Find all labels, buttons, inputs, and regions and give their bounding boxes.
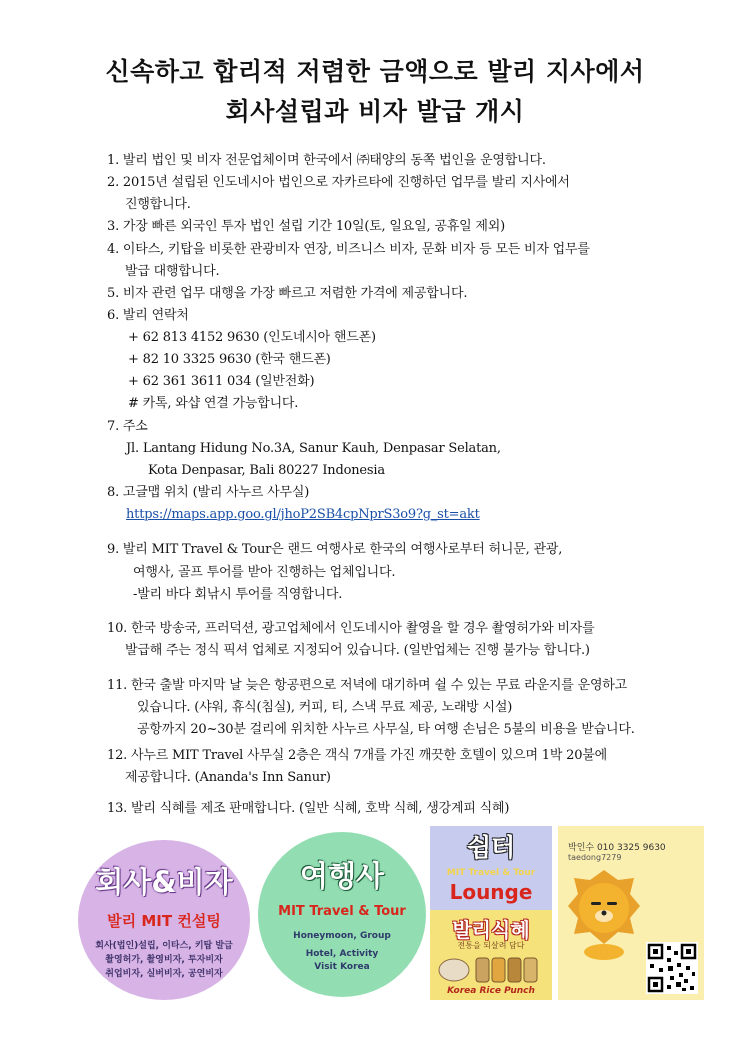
messenger-note: # 카톡, 와샵 연결 가능합니다. [128,396,299,411]
lounge-sikhye-panel [430,826,552,1000]
list-item-cont: 있습니다. (샤워, 휴식(침실), 커피, 티, 스낵 무료 제공, 노래방 시설) [137,700,513,715]
contact-phone: 박인수 010 3325 9630 [568,843,666,853]
list-item-cont: 공항까지 20~30분 걸리에 위치한 사누르 사무실, 타 여행 손님은 5불의 비용을 받습니다. [137,722,635,737]
lounge-heading: 쉼터 [466,833,516,862]
list-item: 9. 발리 MIT Travel & Tour은 랜드 여행사로 한국의 여행사로부터 허니문, 관광, [107,542,563,557]
contact-panel [558,826,704,1000]
list-item: 2. 2015년 설립된 인도네시아 법인으로 자카르타에 진행하던 업무를 발리 지사에서 [107,175,570,190]
badge-heading: 회사&비자 [95,865,233,899]
badge-line: Hotel, Activity [305,949,379,959]
badge-line: Honeymoon, Group [293,931,391,941]
lion-character-icon [564,866,644,960]
lounge-subtitle: MIT Travel & Tour [446,868,536,878]
badge-subtitle: MIT Travel & Tour [278,904,406,919]
phone-korea: + 82 10 3325 9630 (한국 핸드폰) [128,352,331,367]
list-item: 13. 발리 식혜를 제조 판매합니다. (일반 식혜, 호박 식혜, 생강계피 식혜) [107,801,510,816]
list-item: 5. 비자 관련 업무 대행을 가장 빠르고 저렴한 가격에 제공합니다. [107,286,468,301]
phone-indonesia: + 62 813 4152 9630 (인도네시아 핸드폰) [128,330,376,345]
list-item-cont: -발리 바다 회낚시 투어를 직영합니다. [133,587,343,602]
badge-line: 취업비자, 실버비자, 공연비자 [105,969,223,979]
sikhye-footer: Korea Rice Punch [447,986,535,996]
list-item-cont: 여행사, 골프 투어를 받아 진행하는 업체입니다. [133,565,396,580]
list-item: 6. 발리 연락처 [107,308,189,323]
phone-landline: + 62 361 3611 034 (일반전화) [128,374,315,389]
list-item: 7. 주소 [107,419,148,434]
address-line1: Jl. Lantang Hidung No.3A, Sanur Kauh, Denpasar Selatan, [126,441,501,456]
page-title-line1: 신속하고 합리적 저렴한 금액으로 발리 지사에서 [105,57,645,86]
list-item-cont: 진행합니다. [125,197,191,212]
list-item: 1. 발리 법인 및 비자 전문업체이며 한국에서 ㈜태양의 동쪽 법인을 운영합니다. [107,153,546,168]
list-item: 4. 이타스, 키탑을 비롯한 관광비자 연장, 비즈니스 비자, 문화 비자 등 모든 비자 업무를 [107,242,590,257]
list-item-cont: 발급해 주는 정식 픽셔 업체로 지정되어 있습니다. (일반업체는 진행 불가능 합니다.) [125,643,590,658]
sikhye-tagline: 전통을 되살려 담다 [457,941,525,950]
badge-line: 회사(법인)설립, 이타스, 키탑 발급 [95,941,233,951]
page-title-line2: 회사설립과 비자 발급 개시 [225,97,525,126]
badge-line: Visit Korea [314,962,370,972]
list-item-cont: 제공합니다. (Ananda's Inn Sanur) [125,770,331,785]
sikhye-heading: 발리식혜 [452,918,530,942]
kakao-id: taedong7279 [568,853,622,862]
google-maps-link[interactable]: https://maps.app.goo.gl/jhoP2SB4cpNprS3o9?g_st=akt [126,507,480,522]
lounge-label: Lounge [449,880,533,904]
list-item-cont: 발급 대행합니다. [125,264,220,279]
badge-line: 촬영허가, 촬영비자, 투자비자 [105,955,223,965]
sikhye-bottles-icon [438,952,544,984]
address-line2: Kota Denpasar, Bali 80227 Indonesia [148,463,385,478]
qr-code-icon [646,942,698,994]
list-item: 8. 고글맵 위치 (발리 사누르 사무실) [107,485,310,500]
travel-agency-badge [258,832,426,997]
list-item: 3. 가장 빠른 외국인 투자 법인 설립 기간 10일(토, 일요일, 공휴일 제외) [107,219,505,234]
list-item: 11. 한국 출발 마지막 날 늦은 항공편으로 저녁에 대기하며 쉴 수 있는 무료 라운지를 운영하고 [107,678,628,693]
list-item: 12. 사누르 MIT Travel 사무실 2층은 객식 7개를 가진 깨끗한 호텔이 있으며 1박 20불에 [107,748,608,763]
company-visa-badge [78,840,250,1000]
list-item: 10. 한국 방송국, 프러덕션, 광고업체에서 인도네시아 촬영을 할 경우 촬영허가와 비자를 [107,621,595,636]
badge-heading: 여행사 [299,859,385,893]
badge-subtitle: 발리 MIT 컨설팅 [107,912,221,930]
